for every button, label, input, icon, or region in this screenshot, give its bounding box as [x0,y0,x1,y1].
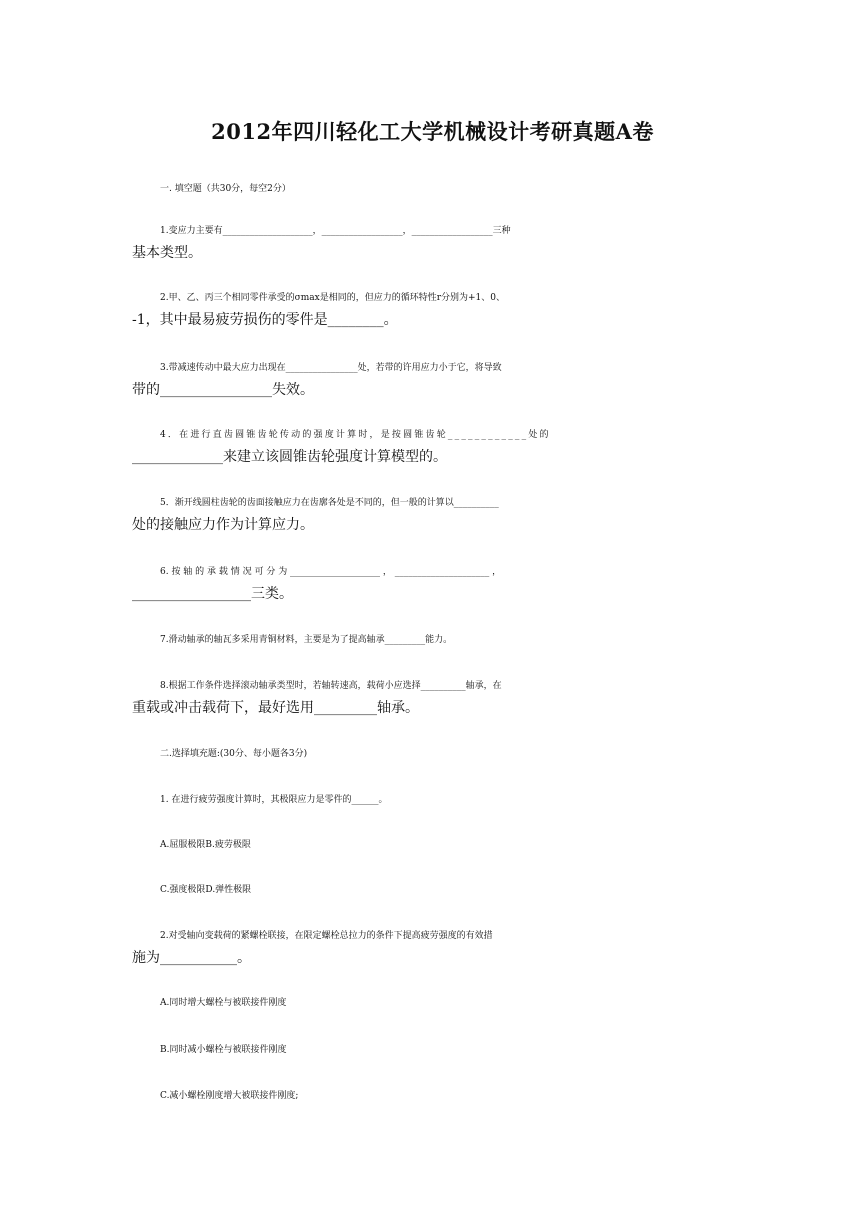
question-1-2 [132,287,732,331]
question-line: 2.对受轴向变载荷的紧螺栓联接，在限定螺栓总拉力的条件下提高疲劳强度的有效措 [160,931,493,941]
question-1-5 [132,492,732,536]
option-b: B.同时减小螺栓与被联接件刚度 [160,1045,287,1055]
section1-heading: 一. 填空题（共30分，每空2分） [160,184,291,194]
option-c: C.减小螺栓刚度增大被联接件刚度; [160,1091,299,1101]
option-ab: A.屈服极限B.疲劳极限 [160,840,251,850]
question-line: 6. 按 轴 的 承 载 情 况 可 分 为 ____________________ ， _____________________ ， [160,567,502,577]
question-line: 基本类型。 [132,245,202,261]
question-1-6 [132,561,732,605]
question-line: 1.变应力主要有____________________，__________________，__________________三种 [160,226,511,236]
option-a: A.同时增大螺栓与被联接件刚度 [160,998,287,1008]
question-line: 3.带减速传动中最大应力出现在________________处，若带的许用应力小于它，将导致 [160,363,502,373]
question-line: 8.根据工作条件选择滚动轴承类型时，若轴转速高，载荷小应选择__________轴承，在 [160,681,502,691]
question-1-4 [132,424,732,468]
page-title: 2012年四川轻化工大学机械设计考研真题A卷 [211,119,654,144]
question-1-7: 7.滑动轴承的轴瓦多采用青铜材料，主要是为了提高轴承_________能力。 [160,635,453,645]
question-line: 重载或冲击载荷下，最好选用_________轴承。 [132,700,419,716]
question-line: 施为___________。 [132,950,251,966]
section2-heading: 二.选择填充题:(30分、每小题各3分) [160,749,308,759]
question-line: 5．渐开线圆柱齿轮的齿面接触应力在齿廓各处是不同的，但一般的计算以__________ [160,498,499,508]
question-line: 处的接触应力作为计算应力。 [132,517,314,533]
question-2-2 [132,925,732,969]
question-line: 4．在进行直齿圆锥齿轮传动的强度计算时，是按圆锥齿轮____________处的 [160,430,551,440]
question-1-1 [132,220,732,264]
question-line: _____________来建立该圆锥齿轮强度计算模型的。 [132,449,447,465]
question-1-8 [132,675,732,719]
question-1-3 [132,357,732,401]
question-line: _________________三类。 [132,586,293,602]
question-line: 带的________________失效。 [132,382,314,398]
question-line: 2.甲、乙、丙三个相同零件承受的σmax是相同的，但应力的循环特性r分别为+1、0、 [160,293,506,303]
option-cd: C.强度极限D.弹性极限 [160,885,252,895]
question-2-1: 1. 在进行疲劳强度计算时，其极限应力是零件的______。 [160,795,388,805]
question-line: -1，其中最易疲劳损伤的零件是________。 [132,312,398,328]
